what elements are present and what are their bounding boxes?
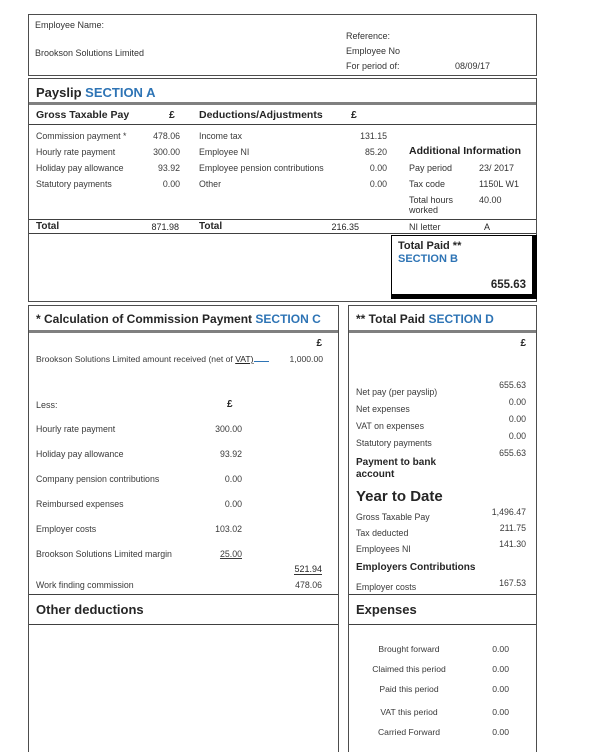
table-row [36,131,180,147]
table-row [36,449,242,474]
row-value: 0.00 [492,707,509,717]
row-label: VAT this period [380,707,438,717]
expenses-title: Expenses [356,602,417,617]
row-value: 1150L W1 [479,179,520,190]
row-label: Statutory payments [36,179,112,189]
table-row [349,414,536,431]
divider [29,624,338,625]
row-label: Statutory payments [356,438,432,448]
employer-costs-label: Employer costs [356,582,417,592]
row-value: 1,496.47 [491,507,526,517]
payment-to-bank-value: 655.63 [499,448,526,458]
section-a-label: SECTION A [85,85,156,100]
row-value: 0.00 [369,179,387,189]
row-label: Reimbursed expenses [36,499,124,509]
row-value: 0.00 [492,664,509,674]
amount-received-text: Brookson Solutions Limited amount received (net of [36,354,236,364]
row-label: Hourly rate payment [36,424,116,434]
divider [349,624,536,625]
row-value: 131.15 [360,131,387,141]
table-row [199,147,387,163]
row-value: 85.20 [364,147,387,157]
table-row [349,523,536,539]
payment-to-bank-label: Payment to bank account [356,457,437,480]
row-label: Holiday pay allowance [36,449,124,459]
table-row [349,727,536,747]
table-row [349,431,536,448]
less-rows [36,424,242,574]
additional-information-panel [409,145,531,216]
employee-no-label: Employee No [346,46,401,56]
net-pay-rows [349,380,536,448]
row-value: 93.92 [219,449,242,459]
row-value: 300.00 [153,147,180,157]
table-row [36,179,180,195]
row-value: 0.00 [369,163,387,173]
company-name: Brookson Solutions Limited [35,48,145,58]
other-deductions-title: Other deductions [36,602,144,617]
employee-name-label: Employee Name: [35,20,105,30]
table-row [36,424,242,449]
total-paid-d-title: ** Total Paid [356,312,426,326]
section-a-column-headers [29,108,536,125]
row-value: 0.00 [492,727,509,737]
row-value: 478.06 [153,131,180,141]
amount-received-value: 1,000.00 [289,354,323,364]
row-value: 478.06 [295,580,322,590]
row-value: 211.75 [499,523,526,533]
section-c-currency-symbol: £ [316,338,322,349]
vat-link[interactable]: VAT) [235,354,254,364]
employee-header-box [28,14,537,76]
deductions-total-label: Total [199,221,223,232]
ni-letter-value: A [484,222,491,232]
row-label: Employee pension contributions [199,163,324,173]
row-value: 103.02 [215,524,242,534]
less-currency-symbol: £ [227,399,233,410]
row-label: Carried Forward [377,727,441,737]
less-subtotal-value: 521.94 [294,564,322,574]
row-label: Hourly rate payment [36,147,116,157]
gross-taxable-pay-header: Gross Taxable Pay [36,109,130,121]
payslip-title: Payslip [36,85,82,100]
row-value: 655.63 [499,380,526,390]
divider [29,594,338,595]
row-label: Paid this period [379,684,439,694]
amount-received-row [36,354,323,364]
period-label: For period of: [346,61,400,71]
row-label: Brought forward [378,644,440,654]
row-value: 23/ 2017 [479,163,515,174]
row-label: Commission payment * [36,131,127,141]
vat-underline-tail [254,354,269,362]
row-label: Income tax [199,131,243,141]
table-row [349,707,536,727]
row-label: Tax deducted [356,528,409,538]
gross-pay-rows [36,131,180,195]
ni-letter-label: NI letter [409,222,441,232]
additional-information-title: Additional Information [409,145,521,157]
row-value: 0.00 [162,179,180,189]
section-d-box [348,305,537,752]
table-row [409,179,531,195]
section-c-title [29,306,338,333]
less-label: Less: [36,400,58,410]
gross-total-value: 871.98 [151,222,179,232]
deductions-header: Deductions/Adjustments [199,109,323,121]
section-d-currency-symbol: £ [520,338,526,349]
table-row [36,163,180,179]
table-row [349,664,536,684]
row-value: 0.00 [508,431,526,441]
period-value: 08/09/17 [454,61,490,71]
commission-calc-title: * Calculation of Commission Payment [36,312,253,326]
expenses-rows [349,644,536,747]
row-label: Net pay (per payslip) [356,387,438,397]
row-label: Employer costs [36,524,97,534]
section-d-title [349,306,536,333]
row-value: 40.00 [479,195,502,206]
row-value: 141.30 [499,539,526,549]
table-row [409,195,531,216]
table-row [349,539,536,555]
table-row [349,397,536,414]
row-label: Employee NI [199,147,250,157]
section-a-box [28,78,537,302]
section-c-label: SECTION C [255,312,321,326]
deductions-currency-symbol: £ [351,109,357,121]
year-to-date-title: Year to Date [356,488,443,505]
table-row [409,163,531,179]
table-row [349,644,536,664]
employers-contributions-title: Employers Contributions [356,562,476,573]
row-value: 0.00 [224,499,242,509]
section-b-box [391,235,537,299]
table-row [36,499,242,524]
table-row [36,549,242,574]
row-label: Claimed this period [372,664,446,674]
section-b-label: SECTION B [398,253,458,265]
gross-currency-symbol: £ [169,109,175,121]
section-c-box [28,305,339,752]
row-value: 300.00 [215,424,242,434]
section-a-title [29,79,536,105]
table-row [349,380,536,397]
year-to-date-rows [349,507,536,555]
row-value: 0.00 [508,414,526,424]
row-label: VAT on expenses [356,421,424,431]
section-d-label: SECTION D [428,312,494,326]
total-paid-value: 655.63 [490,279,526,291]
row-value: 0.00 [508,397,526,407]
row-label: Gross Taxable Pay [356,512,430,522]
row-value: 0.00 [492,644,509,654]
deductions-total-value: 216.35 [331,222,359,232]
row-label: Total hours worked [409,195,454,216]
row-value: 0.00 [224,474,242,484]
divider [349,594,536,595]
table-row [36,474,242,499]
row-label: Brookson Solutions Limited margin [36,549,172,559]
total-paid-title: Total Paid ** [398,240,462,252]
row-label: Company pension contributions [36,474,160,484]
gross-total-label: Total [36,221,60,232]
row-label: Employees NI [356,544,411,554]
row-label: Tax code [409,179,446,190]
row-label: Pay period [409,163,453,174]
employer-costs-value: 167.53 [499,578,526,588]
table-row [199,163,387,179]
row-label: Net expenses [356,404,410,414]
deductions-rows [199,131,387,195]
row-value: 93.92 [157,163,180,173]
amount-received-label [36,354,269,364]
reference-label: Reference: [346,31,391,41]
row-label: Other [199,179,222,189]
table-row [349,684,536,707]
section-a-total-row [29,219,536,234]
row-label: Holiday pay allowance [36,163,124,173]
table-row [199,131,387,147]
row-value: 25.00 [219,549,242,559]
table-row [199,179,387,195]
work-finding-commission-row [36,580,322,590]
row-label: Work finding commission [36,580,134,590]
table-row [36,147,180,163]
table-row [36,524,242,549]
table-row [349,507,536,523]
row-value: 0.00 [492,684,509,694]
